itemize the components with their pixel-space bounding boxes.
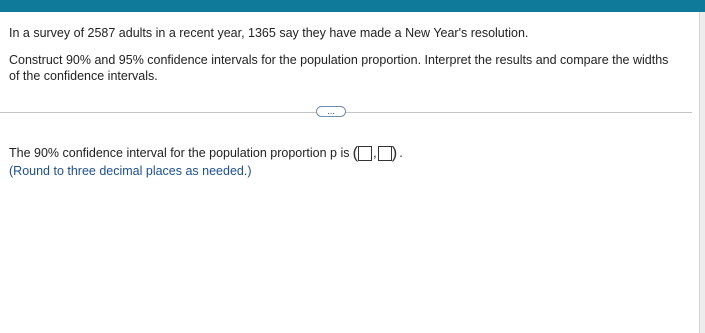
expand-more-button[interactable]: ... [316, 106, 346, 117]
survey-statement: In a survey of 2587 adults in a recent year, 1365 say they have made a New Year's resolution. [9, 26, 529, 40]
sentence-period: . [399, 146, 403, 160]
top-banner [0, 0, 705, 12]
lower-bound-input[interactable] [358, 146, 372, 161]
open-paren: ( [352, 143, 359, 162]
answer-prompt: The 90% confidence interval for the population proportion p is [9, 146, 350, 160]
upper-bound-input[interactable] [378, 146, 392, 161]
question-instruction: Construct 90% and 95% confidence intervals for the population proportion. Interpret the results and compare the widths of the confidence intervals. [9, 53, 669, 83]
scrollbar-track[interactable] [699, 12, 705, 333]
section-divider [0, 112, 692, 113]
answer-line [9, 145, 403, 161]
rounding-hint: (Round to three decimal places as needed.) [9, 164, 252, 178]
close-paren: ) [391, 143, 398, 162]
interval-separator: , [373, 146, 377, 160]
